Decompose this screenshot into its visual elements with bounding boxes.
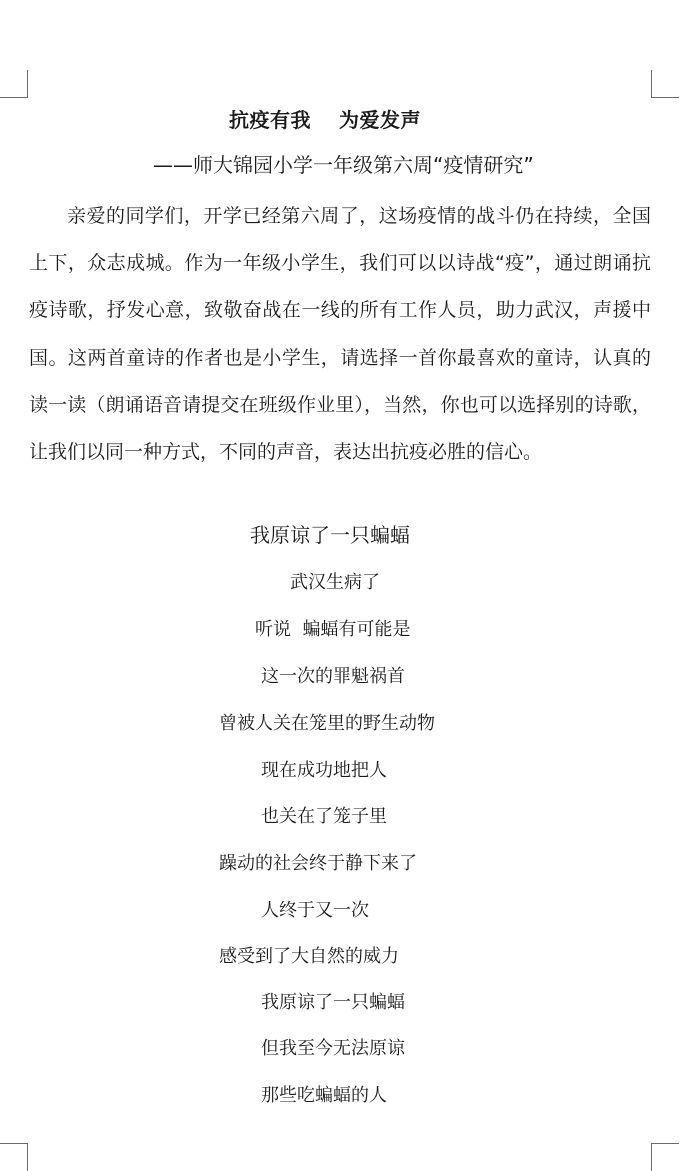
poem-line: 人终于又一次 (261, 900, 369, 921)
poem-line: 我原谅了一只蝙蝠 (261, 992, 405, 1013)
crop-mark-top-left (0, 70, 28, 98)
poem-title: 我原谅了一只蝙蝠 (250, 523, 410, 547)
poem-line: 也关在了笼子里 (261, 806, 387, 827)
document-title: 抗疫有我 为爱发声 (229, 108, 421, 132)
poem-line: 这一次的罪魁祸首 (261, 666, 405, 687)
poem-line: 那些吃蝙蝠的人 (261, 1085, 387, 1106)
poem-line: 躁动的社会终于静下来了 (219, 853, 417, 874)
poem-line: 曾被人关在笼里的野生动物 (219, 713, 435, 734)
crop-mark-bottom-right (651, 1143, 679, 1171)
poem-line: 但我至今无法原谅 (261, 1038, 405, 1059)
crop-mark-bottom-left (0, 1143, 28, 1171)
poem-line: 感受到了大自然的威力 (219, 946, 399, 967)
document-subtitle: ——师大锦园小学一年级第六周“疫情研究” (153, 153, 534, 177)
poem-line: 听说 蝙蝠有可能是 (255, 619, 411, 640)
poem-line: 现在成功地把人 (261, 760, 387, 781)
poem-line: 武汉生病了 (290, 572, 380, 593)
crop-mark-top-right (651, 70, 679, 98)
intro-paragraph: 亲爱的同学们，开学已经第六周了，这场疫情的战斗仍在持续，全国上下，众志成城。作为一年级小学生，我们可以以诗战“疫”，通过朗诵抗疫诗歌，抒发心意，致敬奋战在一线的所有工作人员，助力武汉，声援中国。这两首童诗的作者也是小学生，请选择一首你最喜欢的童诗，认真的读一读（朗诵语音请提交在班级作业里），当然，你也可以选择别的诗歌，让我们以同一种方式，不同的声音，表达出抗疫必胜的信心。 (29, 205, 651, 464)
